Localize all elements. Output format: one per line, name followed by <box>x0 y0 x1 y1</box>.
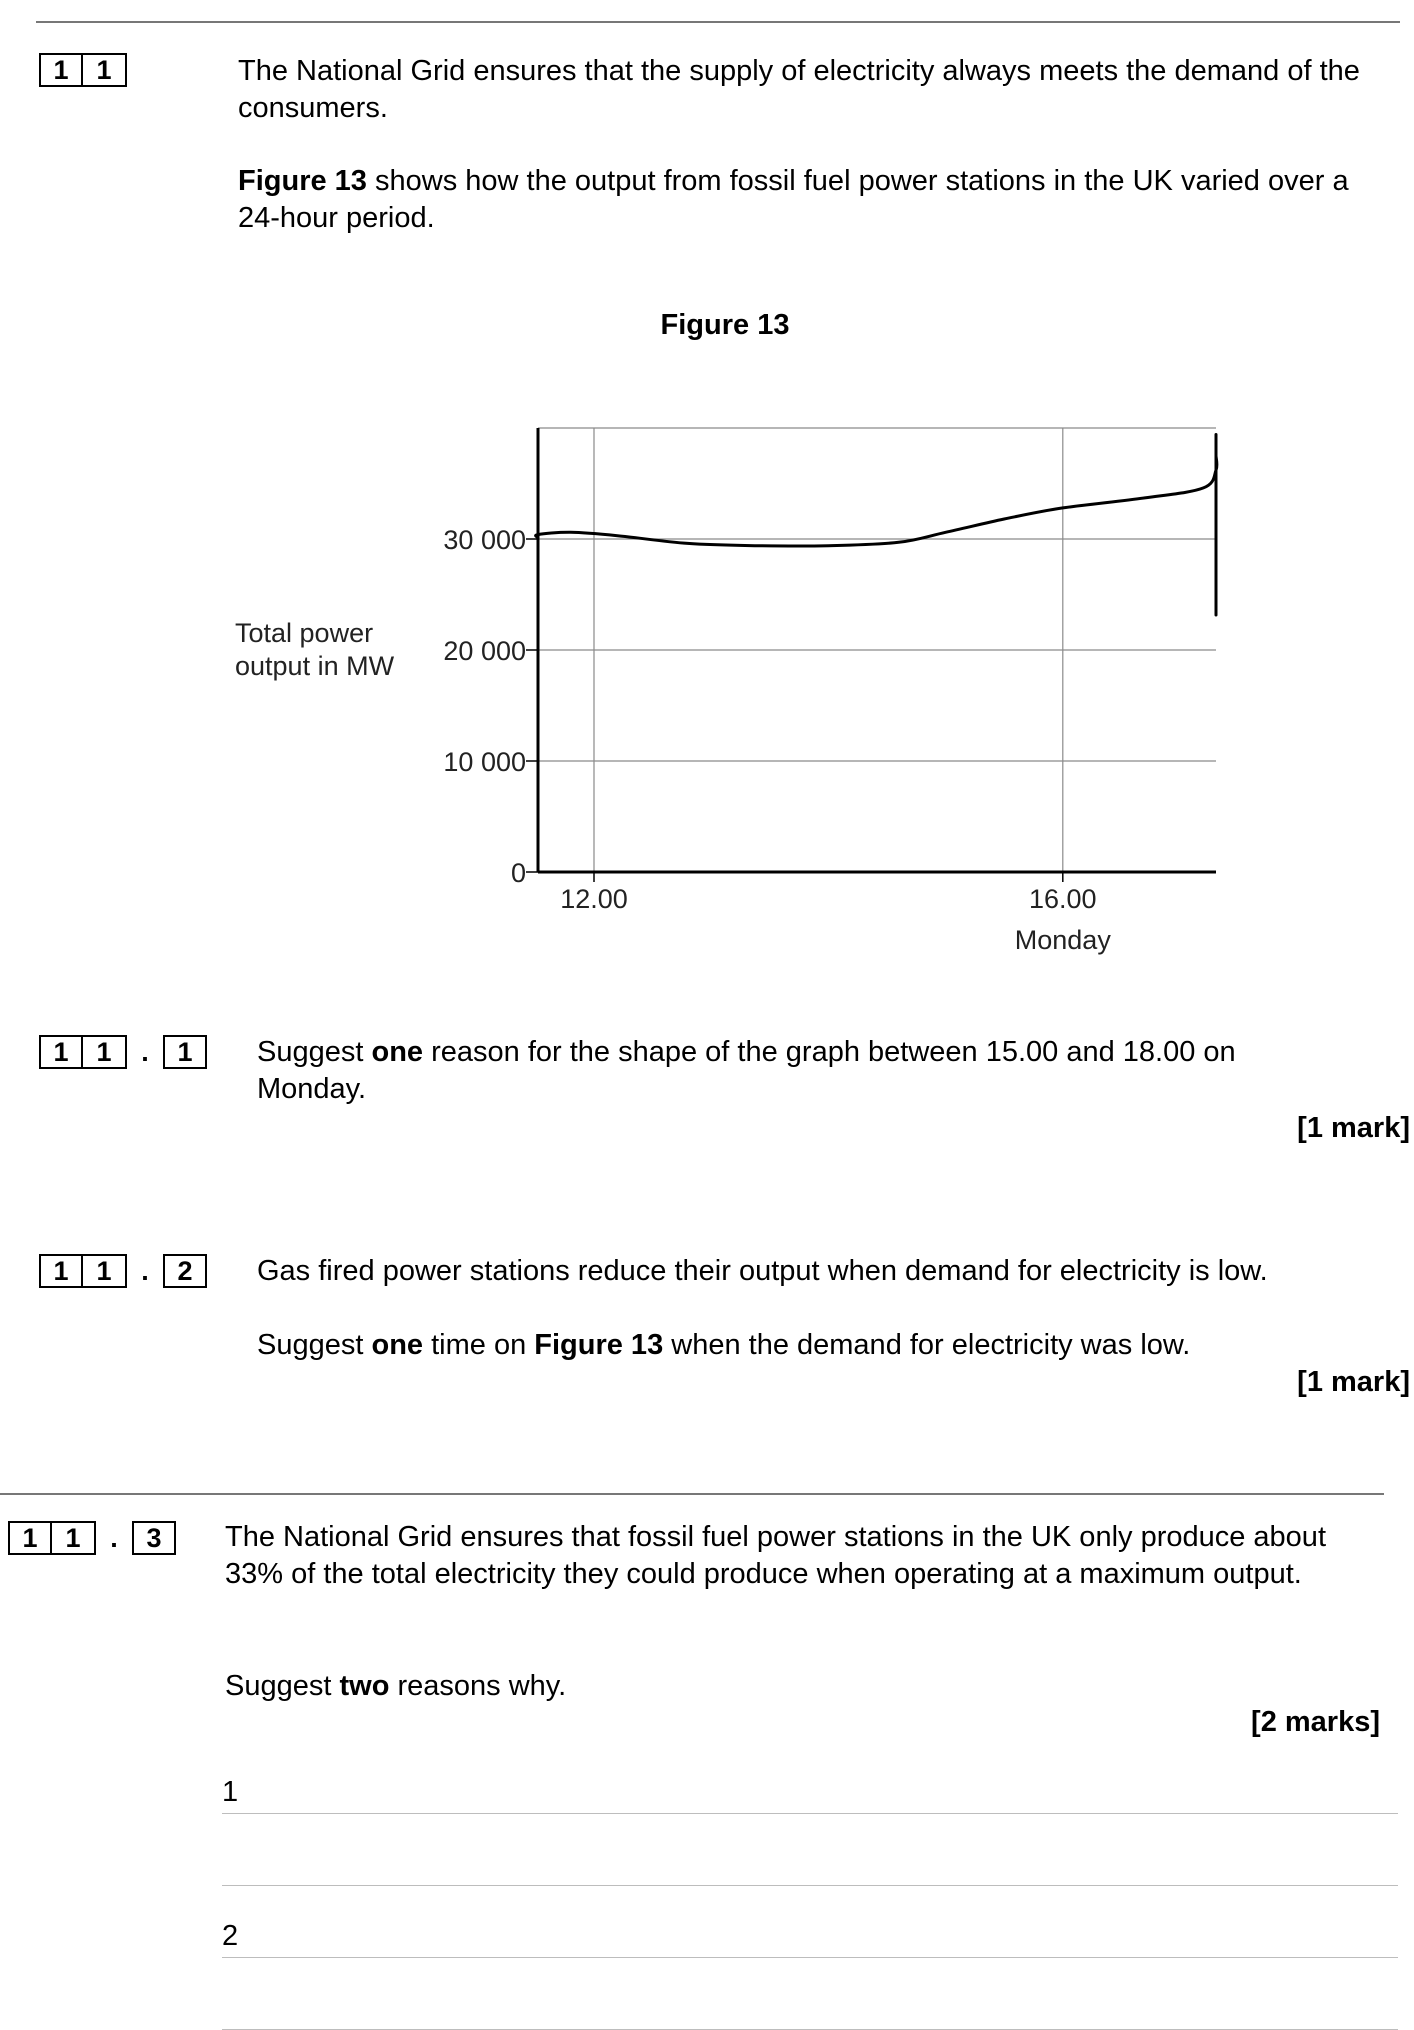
x-tick-label: 12.00 <box>560 884 628 914</box>
q11-2-line1: Gas fired power stations reduce their output when demand for electricity is low. <box>257 1255 1268 1287</box>
question-dot: . <box>110 1522 118 1553</box>
question-digit: 1 <box>39 53 83 87</box>
text-run: reasons why. <box>389 1670 567 1702</box>
answer-label-1: 1 <box>222 1776 239 1808</box>
question-subdigit: 3 <box>132 1521 176 1555</box>
q11-3-text <box>225 1668 1325 1705</box>
question-dot: . <box>141 1255 149 1286</box>
power-output-chart <box>0 0 1414 980</box>
question-number-11-1 <box>39 1035 207 1069</box>
q11-1-text <box>257 1034 1347 1108</box>
series-line <box>536 435 1217 615</box>
section-rule <box>0 1493 1384 1495</box>
answer-line[interactable] <box>222 1957 1398 1958</box>
question-digit: 1 <box>83 53 127 87</box>
question-digit: 1 <box>83 1254 127 1288</box>
y-axis-label-line2: output in MW <box>235 651 395 681</box>
y-tick-label: 0 <box>510 858 526 888</box>
text-run: Suggest <box>257 1329 372 1361</box>
q11-intro: The National Grid ensures that the supply of electricity always meets the demand of the consumers. <box>238 55 1360 124</box>
figure-description: shows how the output from fossil fuel power stations in the UK varied over a 24-hour period. <box>238 165 1349 234</box>
y-tick-label: 10 000 <box>443 747 526 777</box>
q11-1-mark: [1 mark] <box>1297 1112 1410 1144</box>
question-subdigit: 2 <box>163 1254 207 1288</box>
question-number-11-3 <box>8 1521 176 1555</box>
y-axis-label-line1: Total power <box>235 618 374 648</box>
question-subdigit: 1 <box>163 1035 207 1069</box>
question-digit: 1 <box>52 1521 96 1555</box>
y-tick-label: 20 000 <box>443 636 526 666</box>
q11-2-mark: [1 mark] <box>1297 1366 1410 1398</box>
figure-ref: Figure 13 <box>238 165 367 197</box>
question-digit: 1 <box>8 1521 52 1555</box>
text-run: time on <box>423 1329 535 1361</box>
bold-run: one <box>371 1329 424 1361</box>
question-digit: 1 <box>39 1035 83 1069</box>
y-tick-label: 30 000 <box>443 525 526 555</box>
bold-run: one <box>371 1036 424 1068</box>
answer-line[interactable] <box>222 1885 1398 1886</box>
q11-3-mark: [2 marks] <box>1251 1706 1380 1738</box>
text-run: Suggest <box>257 1036 372 1068</box>
chart-ticks <box>443 525 1414 955</box>
question-number-11-2 <box>39 1254 207 1288</box>
bold-run: Figure 13 <box>534 1329 664 1361</box>
x-tick-label: 16.00 <box>1029 884 1097 914</box>
text-run: Suggest <box>225 1670 340 1702</box>
q11-2-text <box>257 1327 1397 1364</box>
answer-label-2: 2 <box>222 1920 239 1952</box>
day-label: Monday <box>1014 925 1111 955</box>
answer-line[interactable] <box>222 1813 1398 1814</box>
figure-title: Figure 13 <box>660 309 790 341</box>
question-digit: 1 <box>39 1254 83 1288</box>
question-digit: 1 <box>83 1035 127 1069</box>
chart-grid <box>538 428 1414 872</box>
bold-run: two <box>339 1670 390 1702</box>
q11-3-line1: The National Grid ensures that fossil fuel power stations in the UK only produce about 33% of the total electricity they could produce when operating at a maximum output. <box>225 1521 1326 1590</box>
text-run: when the demand for electricity was low. <box>663 1329 1191 1361</box>
question-dot: . <box>141 1036 149 1067</box>
text-run: reason for the shape of the graph between 15.00 and 18.00 on Monday. <box>257 1036 1236 1105</box>
